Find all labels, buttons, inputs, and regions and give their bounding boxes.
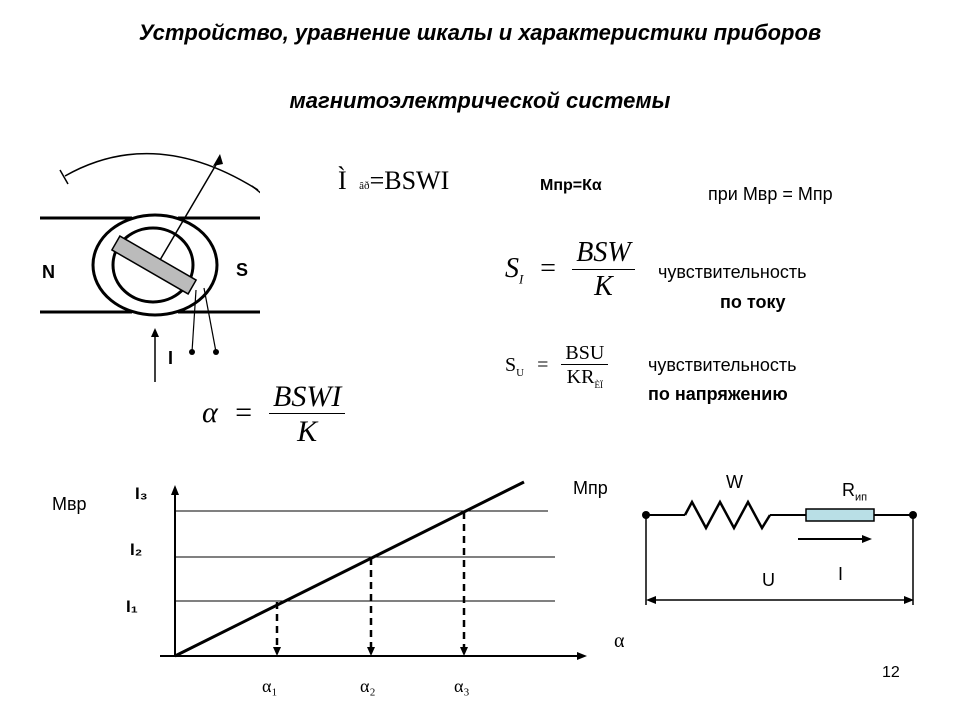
coil-w-label: W [726, 472, 743, 492]
lead-2 [204, 288, 216, 352]
pole-s-label: S [236, 260, 249, 280]
magnetoelectric-device-diagram [20, 140, 260, 390]
alpha-symbol: α [202, 395, 218, 429]
voltage-sensitivity-label-1: чувствительность [648, 355, 797, 375]
resistor-symbol: R [842, 480, 855, 500]
deflection-formula [202, 380, 345, 450]
voltage-arrow-left [646, 596, 656, 604]
page-title-line2: магнитоэлектрической системы [289, 88, 671, 113]
circuit-current-arrowhead [862, 535, 872, 543]
drop-alpha3-arrow [460, 647, 468, 656]
si-numerator: BSW [572, 238, 634, 270]
torque-subscript: âð [359, 180, 370, 192]
si-equals: = [538, 253, 558, 285]
alpha-fraction [269, 380, 345, 450]
resistor-label [842, 480, 867, 504]
scale-tick-right [252, 186, 260, 194]
torque-rhs: =BSWI [369, 166, 450, 195]
page-number: 12 [882, 664, 900, 681]
su-fraction [561, 342, 608, 391]
level-label-i1: I₁ [126, 597, 138, 616]
current-arrowhead [151, 328, 159, 337]
su-denominator: KR [566, 366, 595, 388]
alpha-numerator: BSWI [269, 380, 345, 414]
current-sensitivity-formula [505, 238, 635, 303]
counter-torque-formula: Мпр=Кα [540, 177, 602, 194]
terminal-2 [213, 349, 219, 355]
voltage-label: U [762, 570, 775, 590]
su-numerator: BSU [561, 342, 608, 365]
lead-1 [192, 290, 196, 352]
su-subscript: U [516, 366, 525, 379]
scale-tick-left [60, 170, 68, 184]
su-denominator-subscript: ÈÏ [594, 380, 603, 390]
moving-coil [112, 236, 196, 294]
terminal-1 [189, 349, 195, 355]
pole-n-label: N [42, 262, 55, 282]
alpha3-label: α₃ [454, 676, 470, 696]
current-sensitivity-label-2: по току [720, 292, 786, 312]
torque-formula [338, 166, 449, 196]
si-fraction [572, 238, 634, 303]
counter-torque-line [175, 482, 524, 656]
coil-winding-w [685, 502, 770, 528]
alpha-denominator: K [297, 415, 318, 448]
current-sensitivity-label-1: чувствительность [658, 262, 807, 282]
si-symbol: S [505, 253, 519, 285]
torque-symbol: Ì [338, 166, 347, 195]
current-label: I [168, 348, 174, 368]
alpha-equals: = [233, 395, 254, 429]
circuit-current-label: I [838, 564, 844, 584]
level-label-i3: I₃ [135, 484, 148, 503]
alpha2-label: α₂ [360, 676, 376, 696]
voltage-sensitivity-formula [505, 342, 608, 391]
drop-alpha2-arrow [367, 647, 375, 656]
x-axis-label: α [614, 630, 625, 652]
pointer-arrow [213, 154, 223, 166]
measurement-circuit [630, 490, 930, 620]
resistor-subscript: ип [855, 491, 868, 504]
scale-arc [65, 154, 258, 190]
su-symbol: S [505, 353, 517, 376]
drop-alpha1-arrow [273, 647, 281, 656]
x-axis-arrow [577, 652, 587, 660]
su-equals: = [537, 353, 549, 376]
page-title-line1: Устройство, уравнение шкалы и характеристики приборов [138, 20, 822, 45]
level-label-i2: I₂ [130, 540, 143, 559]
alpha1-label: α₁ [262, 676, 278, 696]
resistor-rip [806, 509, 874, 521]
y-axis-label: Мвр [52, 494, 87, 514]
voltage-sensitivity-label-2: по напряжению [648, 384, 788, 404]
si-denominator: K [594, 270, 613, 302]
si-subscript: I [519, 271, 524, 287]
characteristic-graph [0, 470, 640, 710]
y2-axis-label: Мпр [573, 478, 608, 498]
y-axis-arrow [171, 485, 179, 495]
equilibrium-condition: при Мвр = Мпр [708, 184, 833, 204]
